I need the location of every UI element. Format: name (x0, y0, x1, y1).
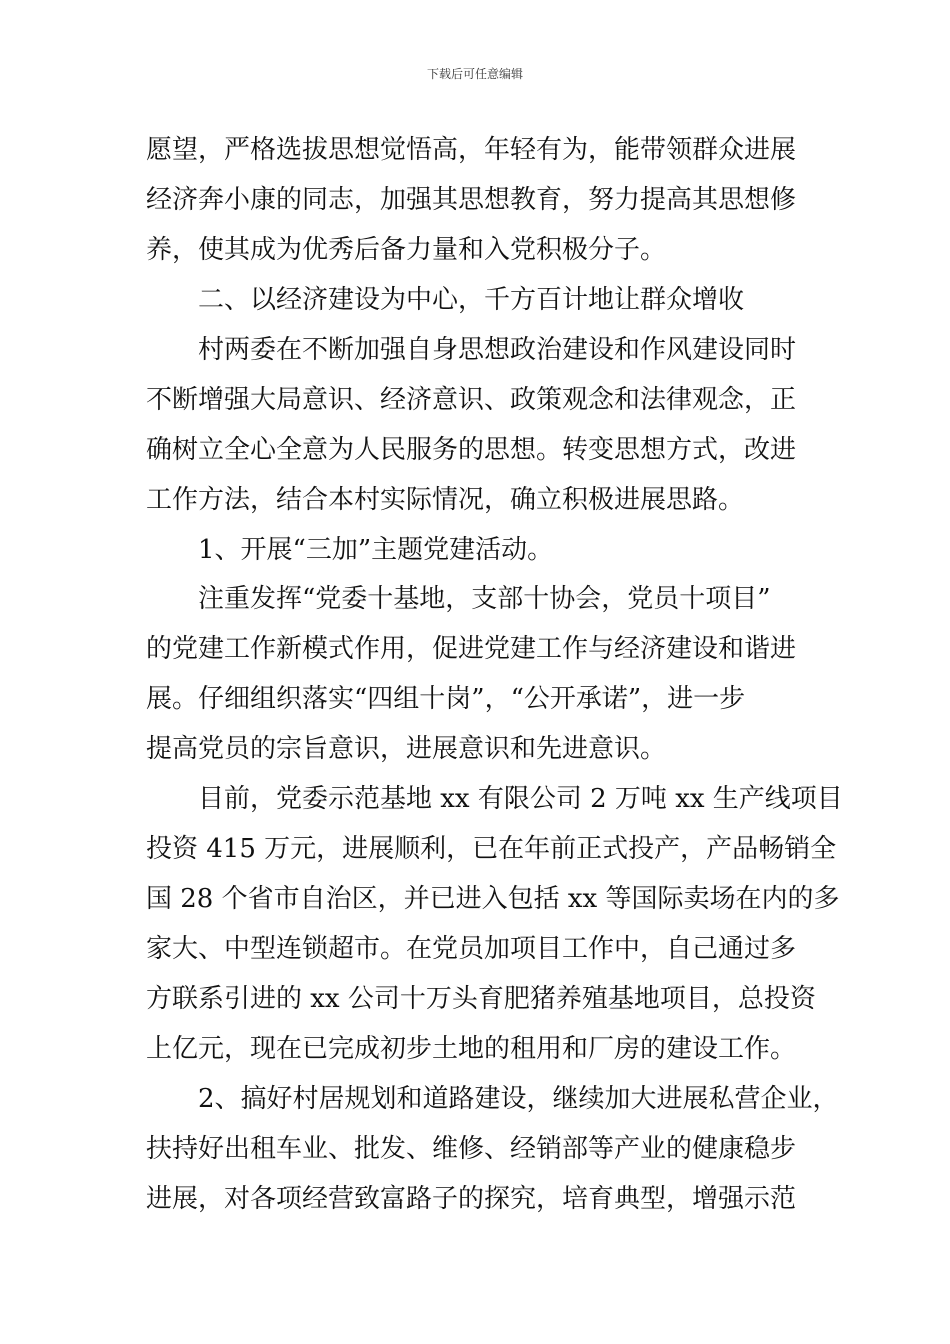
text-line: 家大、中型连锁超市。在党员加项目工作中，自己通过多 (146, 934, 797, 964)
text-line: 愿望，严格选拔思想觉悟高，年轻有为，能带领群众进展 (146, 135, 797, 165)
section-heading: 二、以经济建设为中心，千方百计地让群众增收 (198, 285, 745, 315)
text-line: 确树立全心全意为人民服务的思想。转变思想方式，改进 (146, 435, 797, 465)
text-line: 上亿元，现在已完成初步土地的租用和厂房的建设工作。 (146, 1034, 797, 1064)
text-line: 扶持好出租车业、批发、维修、经销部等产业的健康稳步 (146, 1134, 797, 1164)
text-line: 投资 415 万元，进展顺利，已在年前正式投产，产品畅销全 (146, 834, 837, 864)
text-line: 的党建工作新模式作用，促进党建工作与经济建设和谐进 (146, 634, 797, 664)
text-line: 工作方法，结合本村实际情况，确立积极进展思路。 (146, 485, 745, 515)
text-line: 注重发挥“党委十基地，支部十协会，党员十项目” (198, 584, 771, 614)
text-line: 进展，对各项经营致富路子的探究，培育典型，增强示范 (146, 1184, 797, 1214)
text-line: 国 28 个省市自治区，并已进入包括 xx 等国际卖场在内的多 (146, 884, 840, 914)
subsection-heading: 2、搞好村居规划和道路建设，继续加大进展私营企业， (198, 1084, 839, 1114)
text-line: 村两委在不断加强自身思想政治建设和作风建设同时 (198, 335, 797, 365)
text-line: 目前，党委示范基地 xx 有限公司 2 万吨 xx 生产线项目 (198, 784, 843, 814)
subsection-heading: 1、开展“三加”主题党建活动。 (198, 535, 554, 565)
text-line: 经济奔小康的同志，加强其思想教育，努力提高其思想修 (146, 185, 797, 215)
text-line: 展。仔细组织落实“四组十岗”，“公开承诺”，进一步 (146, 684, 746, 714)
page-header: 下载后可任意编辑 (426, 67, 523, 81)
text-line: 养，使其成为优秀后备力量和入党积极分子。 (146, 235, 667, 265)
text-line: 提高党员的宗旨意识，进展意识和先进意识。 (146, 734, 667, 764)
text-line: 不断增强大局意识、经济意识、政策观念和法律观念，正 (146, 385, 797, 415)
text-line: 方联系引进的 xx 公司十万头育肥猪养殖基地项目，总投资 (146, 984, 816, 1014)
